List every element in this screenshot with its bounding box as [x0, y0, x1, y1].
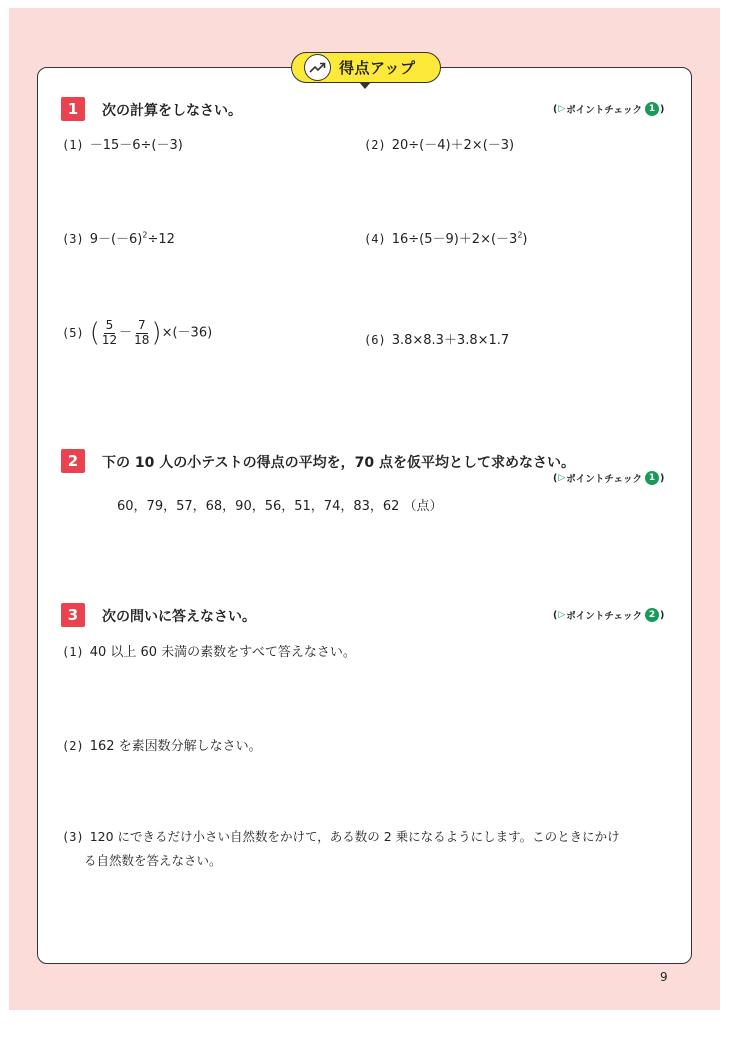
- point-check-label: ポイントチェック: [566, 474, 642, 485]
- chart-up-icon: [304, 54, 331, 81]
- fraction: $\frac{5}{12}$: [101, 318, 118, 347]
- triangle-icon: ▷: [558, 610, 566, 620]
- section-1-title: 次の計算をしなさい。: [102, 103, 242, 119]
- point-number-badge: 2: [645, 608, 659, 622]
- point-check-label: ポイントチェック: [566, 611, 642, 622]
- expression: 20÷(－4)＋2×(－3): [391, 138, 515, 153]
- fraction: $\frac{7}{18}$: [134, 318, 150, 347]
- page-number: 9: [660, 970, 668, 984]
- expression: －15－6÷(－3): [89, 138, 183, 153]
- problem-1-6: (6) 3.8×8.3＋3.8×1.7: [364, 333, 510, 348]
- section-2-title: 下の 10 人の小テストの得点の平均を，70 点を仮平均として求めなさい。: [102, 455, 576, 471]
- section-1-point-check[interactable]: ( ▷ ポイントチェック 1 ): [553, 103, 665, 116]
- problem-3-1: (1) 40 以上 60 未満の素数をすべて答えなさい。: [62, 645, 356, 660]
- section-2-number: 2: [61, 449, 85, 473]
- problem-3-3: (3) 120 にできるだけ小さい自然数をかけて，ある数の 2 乗になるようにします。このときにかけ: [62, 829, 620, 844]
- problem-3-3-continued: る自然数を答えなさい。: [84, 853, 222, 868]
- section-3-number: 3: [61, 603, 85, 627]
- problem-1-4: (4) $16\div(5-9)+2\times(-3^2)$: [364, 230, 528, 247]
- section-3-point-check[interactable]: ( ▷ ポイントチェック 2 ): [553, 609, 665, 622]
- problem-1-3: (3) $9-(-6)^2\div 12$: [62, 230, 175, 247]
- problem-1-2: (2) 20÷(－4)＋2×(－3): [364, 138, 515, 153]
- triangle-icon: ▷: [558, 473, 566, 483]
- problem-3-2: (2) 162 を素因数分解しなさい。: [62, 739, 262, 754]
- problem-1-1: (1) －15－6÷(－3): [62, 138, 183, 153]
- score-data: 60，79，57，68，90，56，51，74，83，62 （点）: [117, 499, 443, 514]
- point-check-label: ポイントチェック: [566, 105, 642, 116]
- triangle-icon: ▷: [558, 104, 566, 114]
- badge-pointer: [359, 82, 371, 89]
- header-badge: [291, 52, 441, 83]
- point-number-badge: 1: [645, 471, 659, 485]
- badge-label: 得点アップ: [339, 59, 416, 77]
- expression: 3.8×8.3＋3.8×1.7: [391, 333, 510, 348]
- section-3-title: 次の問いに答えなさい。: [102, 609, 256, 625]
- point-number-badge: 1: [645, 102, 659, 116]
- section-1-number: 1: [61, 97, 85, 121]
- problem-1-5: (5) ( $\frac{5}{12}$ － $\frac{7}{18}$ )×(－36): [62, 318, 213, 348]
- section-2-point-check[interactable]: ( ▷ ポイントチェック 1 ): [553, 472, 665, 485]
